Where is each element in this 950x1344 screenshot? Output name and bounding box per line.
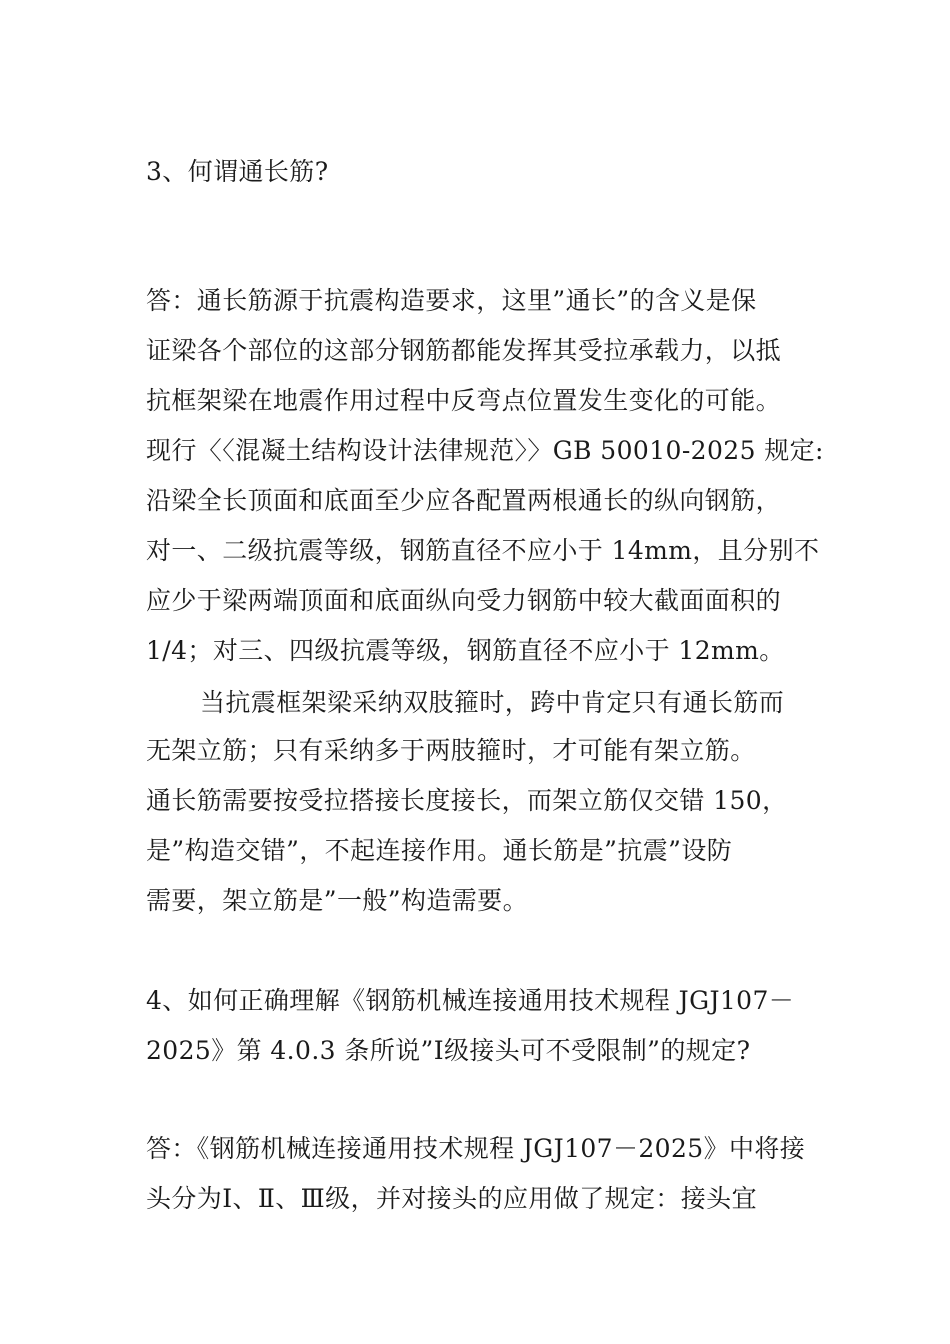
q3-answer-line: 现行〈〈混凝土结构设计法律规范〉〉GB 50010-2025 规定:: [146, 436, 824, 465]
q3-answer-line: 答：通长筋源于抗震构造要求，这里”通长”的含义是保: [146, 286, 757, 315]
q3-answer-line: 抗框架梁在地震作用过程中反弯点位置发生变化的可能。: [146, 386, 782, 415]
q3-answer-line: 1/4；对三、四级抗震等级，钢筋直径不应小于 12mm。: [146, 636, 785, 665]
q3-answer-line: 沿梁全长顶面和底面至少应各配置两根通长的纵向钢筋，: [146, 486, 782, 515]
q3-answer-line: 应少于梁两端顶面和底面纵向受力钢筋中较大截面面积的: [146, 586, 782, 615]
q3-answer-line: 无架立筋；只有采纳多于两肢箍时，才可能有架立筋。: [146, 736, 756, 765]
q3-answer-line: 需要，架立筋是”一般”构造需要。: [146, 886, 528, 915]
q4-answer-line: 答：《钢筋机械连接通用技术规程 JGJ107－2025》中将接: [146, 1134, 806, 1163]
question-4-title: 2025》第 4.0.3 条所说”Ⅰ级接头可不受限制”的规定?: [146, 1036, 751, 1065]
question-3-title: 3、何谓通长筋?: [146, 157, 329, 186]
q4-answer-line: 头分为Ⅰ、Ⅱ、Ⅲ级，并对接头的应用做了规定：接头宜: [146, 1184, 757, 1213]
q3-answer-line: 当抗震框架梁采纳双肢箍时，跨中肯定只有通长筋而: [200, 688, 785, 717]
q3-answer-line: 证梁各个部位的这部分钢筋都能发挥其受拉承载力，以抵: [146, 336, 782, 365]
q3-answer-line: 对一、二级抗震等级，钢筋直径不应小于 14mm，且分别不: [146, 536, 820, 565]
q3-answer-line: 通长筋需要按受拉搭接长度接长，而架立筋仅交错 150，: [146, 786, 788, 815]
question-4-title: 4、如何正确理解《钢筋机械连接通用技术规程 JGJ107－: [146, 986, 795, 1015]
q3-answer-line: 是”构造交错”，不起连接作用。通长筋是”抗震”设防: [146, 836, 733, 865]
